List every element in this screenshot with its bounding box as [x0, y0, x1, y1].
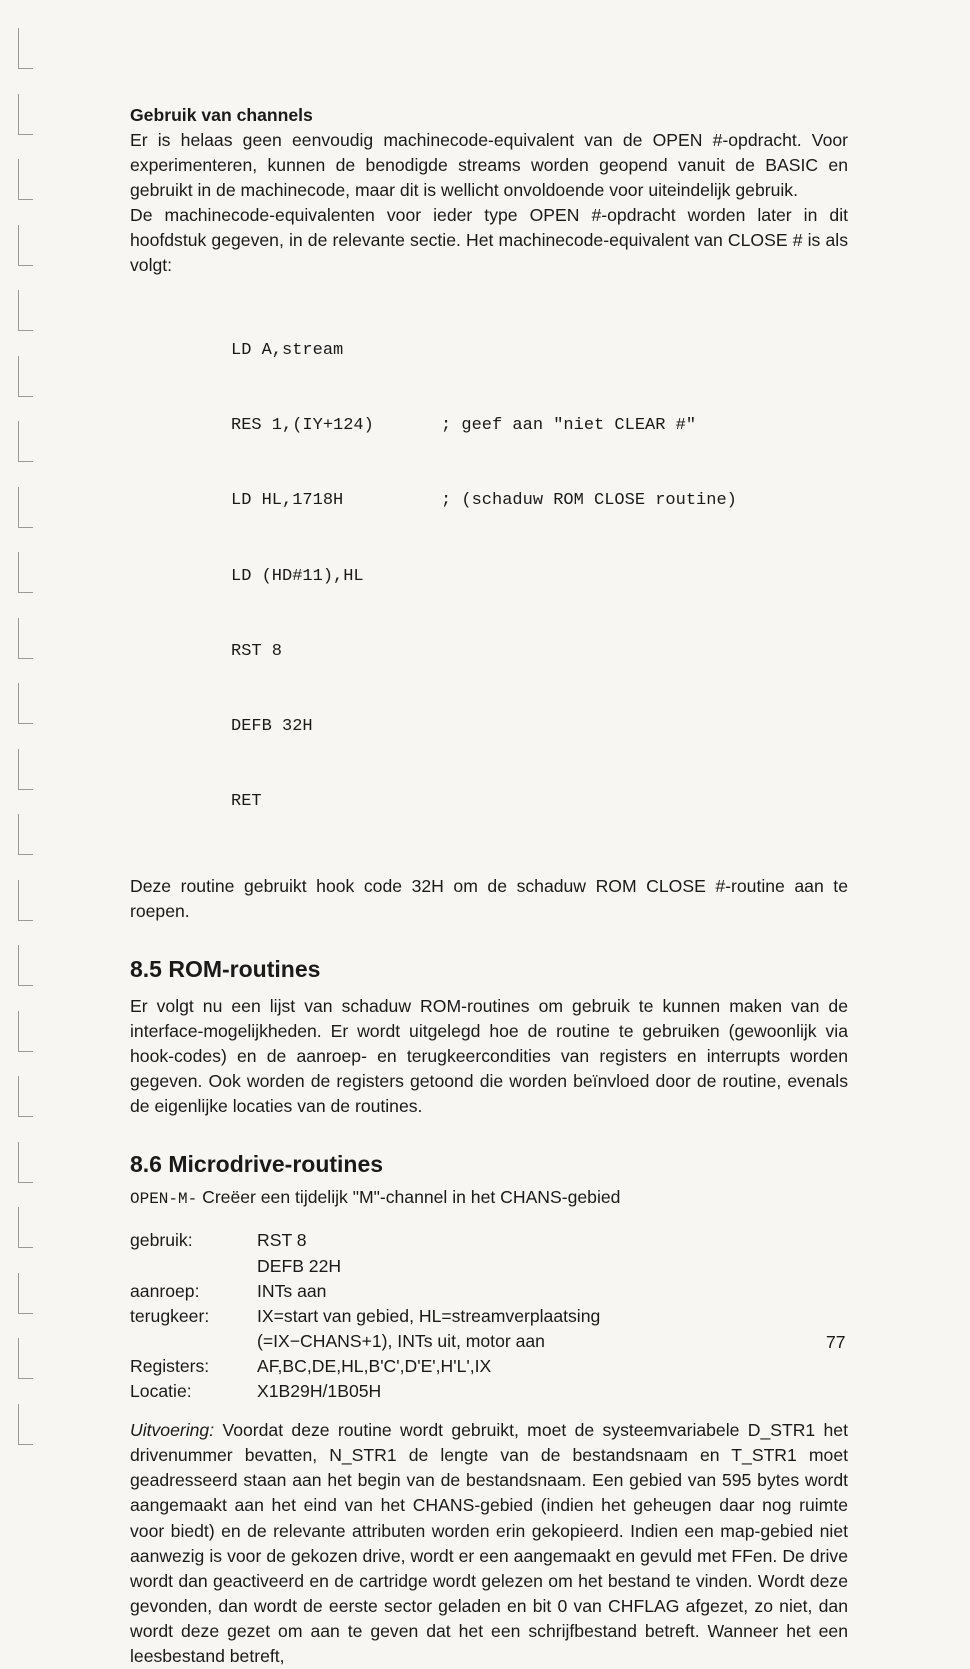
binding-mark — [18, 945, 33, 986]
binding-mark — [18, 814, 33, 855]
binding-mark — [18, 880, 33, 921]
binding-mark — [18, 1142, 33, 1183]
binding-mark — [18, 28, 33, 69]
binding-mark — [18, 749, 33, 790]
binding-mark — [18, 421, 33, 462]
binding-mark — [18, 159, 33, 200]
code-block-close — [231, 288, 848, 865]
def-row: aanroep: INTs aan — [130, 1280, 327, 1301]
binding-mark — [18, 683, 33, 724]
heading-8-5: 8.5 ROM-routines — [130, 955, 321, 982]
binding-mark — [18, 1011, 33, 1052]
execution-label: Uitvoering: — [130, 1420, 215, 1441]
binding-mark — [18, 552, 33, 593]
binding-mark — [18, 1076, 33, 1117]
code-line: RET — [231, 792, 262, 812]
routine-title — [130, 1185, 848, 1212]
def-row: terugkeer: IX=start van gebied, HL=streamverplaatsing (=IX−CHANS+1), INTs uit, motor aan — [130, 1305, 601, 1351]
code-line: RES 1,(IY+124) ; geef aan "niet CLEAR #" — [231, 416, 697, 436]
binding-mark — [18, 1273, 33, 1314]
code-line: LD A,stream — [231, 340, 344, 360]
code-line: RST 8 — [231, 641, 283, 661]
binding-mark — [18, 94, 33, 135]
binding-mark — [18, 1338, 33, 1379]
code-line: LD HL,1718H ; (schaduw ROM CLOSE routine) — [231, 491, 737, 511]
def-row: Locatie: X1B29H/1B05H — [130, 1381, 382, 1402]
binding-mark — [18, 487, 33, 528]
execution-text: Voordat deze routine wordt gebruikt, moet de systeemvariabele D_STR1 het drivenummer bevatten, N_STR1 de lengte van de bestandsnaam en T_STR1 moet geadresseerd staan aan het begin van de bestandsnaam. Een gebied van 595 bytes wordt aangemaakt aan het eind van het CHANS-gebied (indien het geheugen daar nog ruimte voor biedt) en de relevante attributen worden erin gekopieerd. Indien een map-gebied niet aanwezig is voor de gekozen drive, wordt er een aangemaakt en gevuld met FFen. De drive wordt dan geactiveerd en de cartridge wordt gelezen om het bestand te vinden. Wordt deze gevonden, dan wordt de eerste sector geladen en bit 0 van CHFLAG afgezet, zo niet, dan wordt deze gezet om aan te geven dat het een schrijfbestand betreft. Wanneer het een leesbestand betreft, — [130, 1420, 848, 1666]
binding-mark — [18, 290, 33, 331]
routine-name: OPEN-M- — [130, 1190, 198, 1209]
binding-mark — [18, 1404, 33, 1445]
binding-mark — [18, 225, 33, 266]
def-row: Registers: AF,BC,DE,HL,B'C',D'E',H'L',IX — [130, 1355, 492, 1376]
binding-mark — [18, 1207, 33, 1248]
routine-description: Creëer een tijdelijk "M"-channel in het CHANS-gebied — [202, 1187, 621, 1208]
paragraph-channels-1: Er is helaas geen eenvoudig machinecode-equivalent van de OPEN #-opdracht. Voor experimenteren, kunnen de benodigde streams worden geopend vanuit de BASIC en gebruikt in de machinecode, maar dit is wellicht onvoldoende voor uiteindelijk gebruik. — [130, 130, 848, 201]
binding-marks — [0, 0, 50, 1441]
page-content — [130, 103, 848, 1669]
routine-definition-table — [130, 1228, 848, 1404]
subheading-channels: Gebruik van channels — [130, 105, 313, 125]
paragraph-channels-2: De machinecode-equivalenten voor ieder type OPEN #-opdracht worden later in dit hoofdstuk gegeven, in de relevante sectie. Het machinecode-equivalent van CLOSE # is als volgt: — [130, 205, 848, 276]
code-line: LD (HD#11),HL — [231, 566, 364, 586]
binding-mark — [18, 356, 33, 397]
paragraph-execution — [130, 1418, 848, 1669]
page-number: 77 — [826, 1332, 846, 1352]
code-line: DEFB 32H — [231, 717, 313, 737]
def-row: gebruik: RST 8 DEFB 22H — [130, 1230, 342, 1276]
heading-8-6: 8.6 Microdrive-routines — [130, 1151, 384, 1178]
binding-mark — [18, 618, 33, 659]
paragraph-rom-routines: Er volgt nu een lijst van schaduw ROM-routines om gebruik te kunnen maken van de interface-mogelijkheden. Er wordt uitgelegd hoe de routine te gebruiken (gewoonlijk via hook-codes) en de aanroep- en terugkeercondities van registers en interrupts worden gegeven. Ook worden de registers getoond die worden beïnvloed door de routine, evenals de eigenlijke locaties van de routines. — [130, 995, 848, 1117]
paragraph-channels-3: Deze routine gebruikt hook code 32H om de schaduw ROM CLOSE #-routine aan te roepen. — [130, 875, 848, 921]
